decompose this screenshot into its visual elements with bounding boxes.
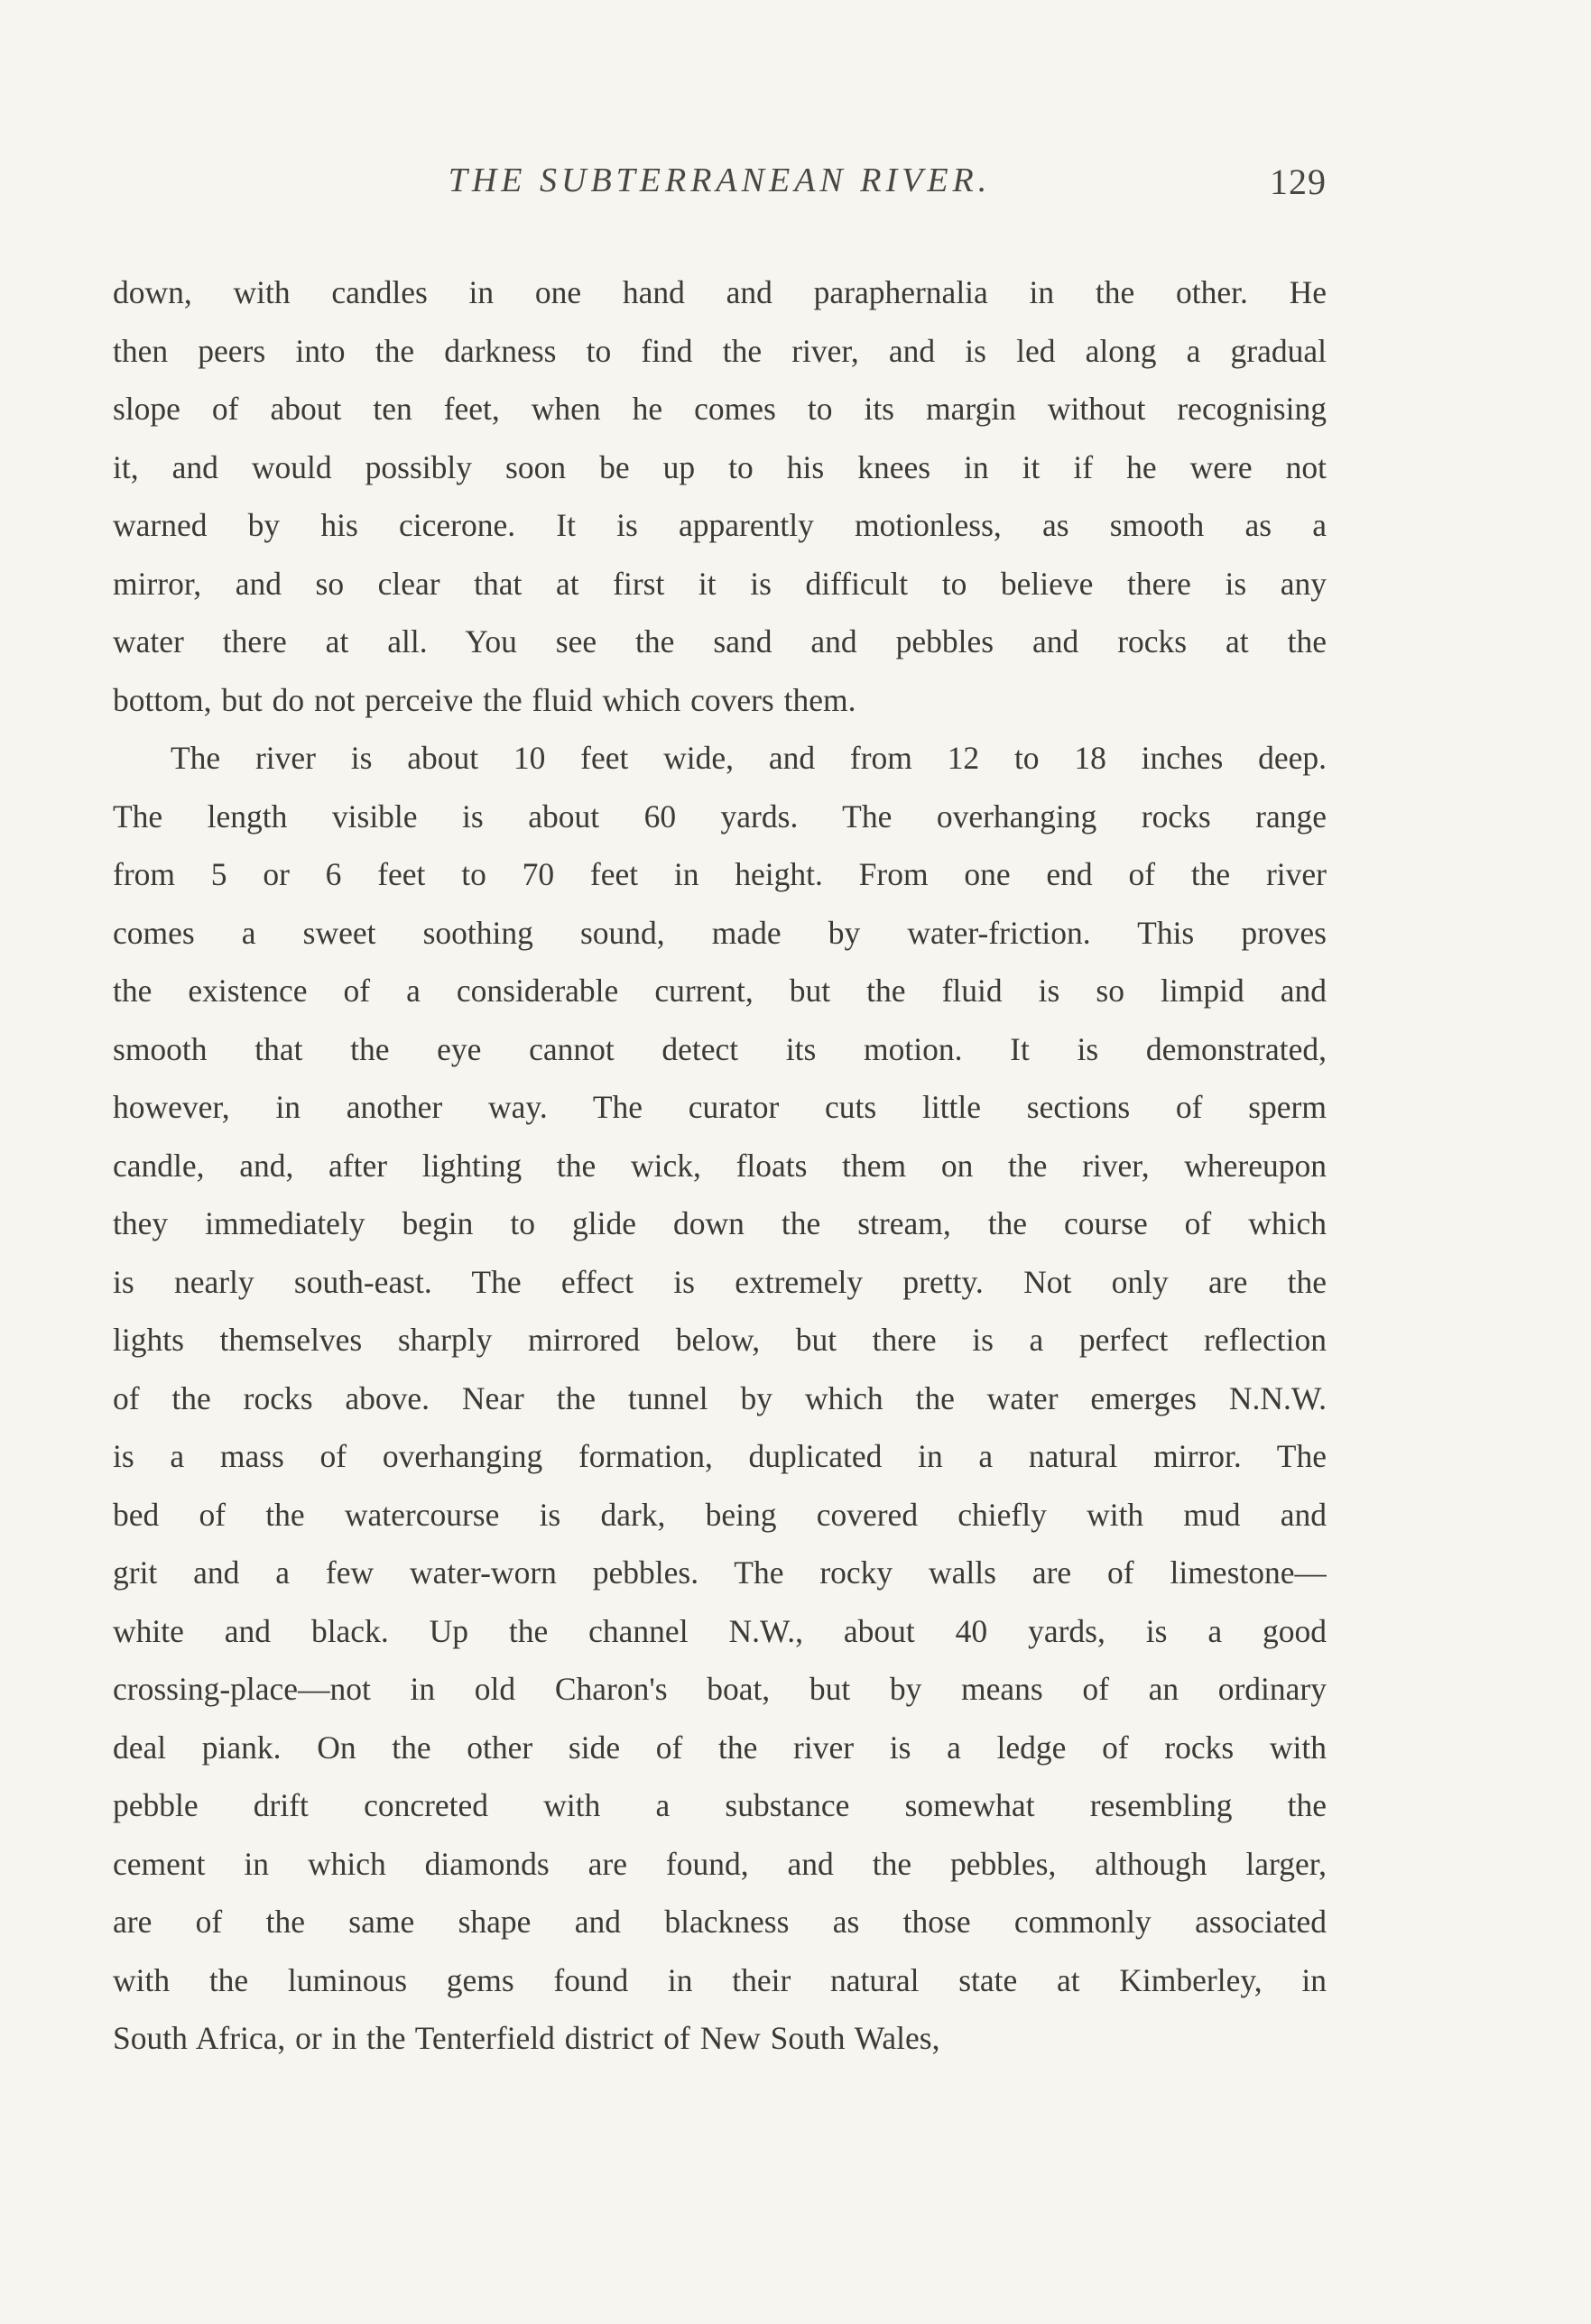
text-line: the existence of a considerable current, but the fluid is so limpid and (113, 973, 1327, 1009)
text-line: grit and a few water-worn pebbles. The rocky walls are of limestone— (113, 1554, 1327, 1591)
text-line: is nearly south-east. The effect is extremely pretty. Not only are the (113, 1263, 1327, 1300)
text-line: smooth that the eye cannot detect its motion. It is demonstrated, (113, 1030, 1327, 1067)
text-line: slope of about ten feet, when he comes to its margin without recognising (113, 391, 1327, 427)
text-line: then peers into the darkness to find the river, and is led along a gradual (113, 332, 1327, 369)
text-line: with the luminous gems found in their natural state at Kimberley, in (113, 1961, 1327, 1998)
text-line: down, with candles in one hand and paraphernalia in the other. He (113, 274, 1327, 310)
text-line: white and black. Up the channel N.W., about 40 yards, is a good (113, 1612, 1327, 1649)
text-line: lights themselves sharply mirrored below, but there is a perfect reflection (113, 1322, 1327, 1358)
text-line: South Africa, or in the Tenterfield district of New South Wales, (113, 2020, 940, 2056)
text-line: is a mass of overhanging formation, duplicated in a natural mirror. The (113, 1438, 1327, 1474)
text-line: deal piank. On the other side of the river is a ledge of rocks with (113, 1729, 1327, 1766)
text-line: bed of the watercourse is dark, being covered chiefly with mud and (113, 1496, 1327, 1533)
text-line: of the rocks above. Near the tunnel by which the water emerges N.N.W. (113, 1379, 1327, 1416)
text-line: crossing-place—not in old Charon's boat, but by means of an ordinary (113, 1671, 1327, 1707)
body-text (113, 263, 1327, 2068)
text-line: cement in which diamonds are found, and the pebbles, although larger, (113, 1845, 1327, 1882)
running-title: THE SUBTERRANEAN RIVER. (448, 161, 992, 199)
text-line: comes a sweet soothing sound, made by water-friction. This proves (113, 914, 1327, 951)
page-number: 129 (1270, 161, 1327, 202)
text-line: it, and would possibly soon be up to his knees in it if he were not (113, 448, 1327, 485)
text-line: bottom, but do not perceive the fluid which covers them. (113, 681, 856, 718)
text-line: are of the same shape and blackness as those commonly associated (113, 1904, 1327, 1940)
text-line: they immediately begin to glide down the stream, the course of which (113, 1205, 1327, 1241)
text-line: however, in another way. The curator cuts little sections of sperm (113, 1089, 1327, 1125)
text-line: warned by his cicerone. It is apparently motionless, as smooth as a (113, 507, 1327, 543)
text-line: mirror, and so clear that at first it is difficult to believe there is any (113, 565, 1327, 602)
text-line: candle, and, after lighting the wick, floats them on the river, whereupon (113, 1147, 1327, 1184)
text-line: The length visible is about 60 yards. The overhanging rocks range (113, 798, 1327, 835)
text-line: The river is about 10 feet wide, and from 12 to 18 inches deep. (171, 740, 1327, 776)
text-line: pebble drift concreted with a substance somewhat resembling the (113, 1787, 1327, 1823)
running-head (113, 161, 1327, 215)
text-line: water there at all. You see the sand and pebbles and rocks at the (113, 623, 1327, 659)
text-line: from 5 or 6 feet to 70 feet in height. From one end of the river (113, 856, 1327, 892)
